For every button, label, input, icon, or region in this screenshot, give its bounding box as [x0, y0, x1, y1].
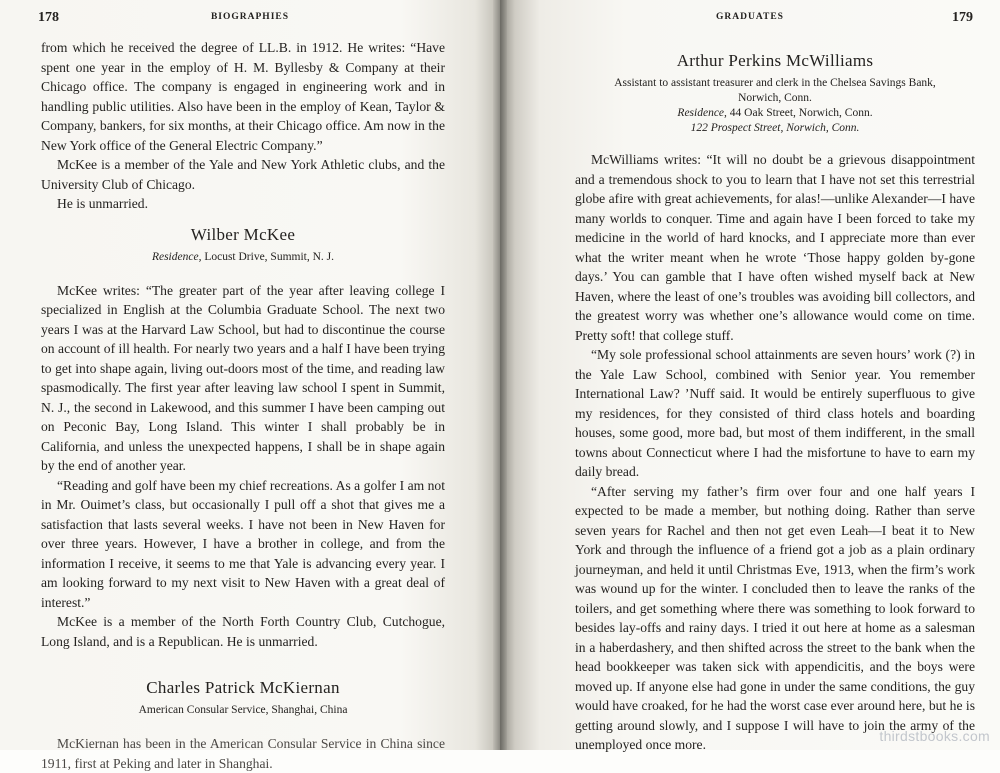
position-line: American Consular Service, Shanghai, China: [138, 704, 348, 716]
paragraph: “After serving my father’s firm over four and one half years I expected to be made a member, but nothing doing. Rather than serve seven years for Rachel and then not get even Leah—I beat it to New York and through the influence of a friend got a job as a plain ordinary journeyman, and held it until Christmas Eve, 1913, when the firm’s work was wound up for the winter. I concluded then to leave the ranks of the toilers, and get something where there was something to look forward to besides lay-offs and rainy days. I tried it out here at home as a salesman in a haberdashery, and then shifted across the street to the bank when the head bookkeeper was taken sick with appendicitis, and the boys were moved up. If anyone else had gone in under the same conditions, the guy would have croaked, for he had the worst case ever around here, but he is getting around slowly, and I suppose I will have to join the army of the unemployed once more.: [575, 483, 975, 752]
position-line: Assistant to assistant treasurer and clerk in the Chelsea Savings Bank,: [614, 77, 936, 89]
right-page-body: [575, 150, 975, 755]
right-page: [500, 0, 1000, 750]
residence-line: [41, 250, 445, 265]
running-head: GRADUATES: [716, 12, 784, 22]
biography-name: Wilber McKee: [190, 224, 296, 244]
paragraph: McKiernan has been in the American Consular Service in China since 1911, first at Peking and later in Shanghai.: [41, 736, 445, 771]
paragraph: McKee is a member of the North Forth Country Club, Cutchogue, Long Island, and is a Republican. He is unmarried.: [41, 614, 445, 649]
running-head: BIOGRAPHIES: [210, 12, 290, 22]
paragraph: “My sole professional school attainments are seven hours’ work (?) in the Yale Law School, combined with Senior year. You remember International Law? ’Nuff said. It would be entirely superfluous to give my residences, for they consisted of third class hotels and boarding houses, some good, more bad, but most of them indifferent, in the small towns about Connecticut where I had the misfortune to have to earn my daily bread.: [575, 347, 975, 479]
biography-name: Charles Patrick McKiernan: [146, 678, 340, 697]
residence-line: [575, 106, 975, 121]
page-number: 179: [952, 10, 973, 25]
paragraph: McWilliams writes: “It will no doubt be a grievous disappointment and a tremendous shock to you to learn that I have not set this terrestrial globe afire with great achievements, for alas!—unlike Alexander—I have many worlds to conquer. Time and again have I been forced to take my medicine in the world of hard knocks, and I appreciate more than ever what the writer meant when he wrote ‘Those happy golden by-gone days.’ You can gamble that I have often wished myself back at New Haven, where the least of one’s troubles was avoiding bill collectors, and the greatest worry was whether one’s allowance would come on time. Pretty soft! that college stuff.: [575, 152, 975, 343]
residence-label: Residence,: [151, 250, 202, 263]
paragraph: He is unmarried.: [57, 196, 148, 211]
watermark: thirdstbooks.com: [879, 728, 990, 744]
position-line: Norwich, Conn.: [738, 92, 812, 104]
page-number: 178: [38, 10, 59, 25]
residence-value: 44 Oak Street, Norwich, Conn.: [729, 107, 873, 119]
paragraph: McKee is a member of the Yale and New York Athletic clubs, and the University Club of Chicago.: [41, 157, 445, 192]
residence-value: Locust Drive, Summit, N. J.: [204, 250, 335, 263]
secondary-address: 122 Prospect Street, Norwich, Conn.: [690, 122, 860, 134]
book-gutter: [493, 0, 507, 750]
entry-header: [575, 50, 975, 136]
paragraph: McKee writes: “The greater part of the year after leaving college I specialized in English at the Columbia Graduate School. The next two years I was at the Harvard Law School, but had to discontinue the course on account of ill health. For nearly two years and a half I have been trying to get into shape again, living out-doors most of the time, and reading law spasmodically. The first year after leaving law school I spent in Summit, N. J., the second in Lakewood, and this summer I have been camping out on Peconic Bay, Long Island. This winter I shall probably be in California, and unless the unexpected happens, I shall be in shape again by the end of another year.: [41, 282, 445, 473]
paragraph: “Reading and golf have been my chief recreations. As a golfer I am not in Mr. Ouimet’s class, but occasionally I pull off a shot that gives me a satisfaction that lasts several weeks. I have not been in New Haven for over three years. However, I have a brother in college, and from the information I receive, it seems to me that Yale is advancing every year. I am looking forward to my next visit to New Haven with a great deal of interest.”: [41, 477, 445, 610]
residence-label: Residence,: [677, 107, 727, 119]
biography-name: Arthur Perkins McWilliams: [676, 51, 874, 70]
left-page: [0, 0, 500, 771]
left-page-body: [41, 38, 445, 773]
paragraph: from which he received the degree of LL.B. in 1912. He writes: “Have spent one year in the employ of H. M. Byllesby & Company at their Chicago office. The company is engaged in engineering work and in handling public utilities. Also have been in the employ of Kean, Taylor & Company, bankers, for six months, at their Chicago office. Am now in the New York office of the General Electric Company.”: [41, 40, 445, 153]
